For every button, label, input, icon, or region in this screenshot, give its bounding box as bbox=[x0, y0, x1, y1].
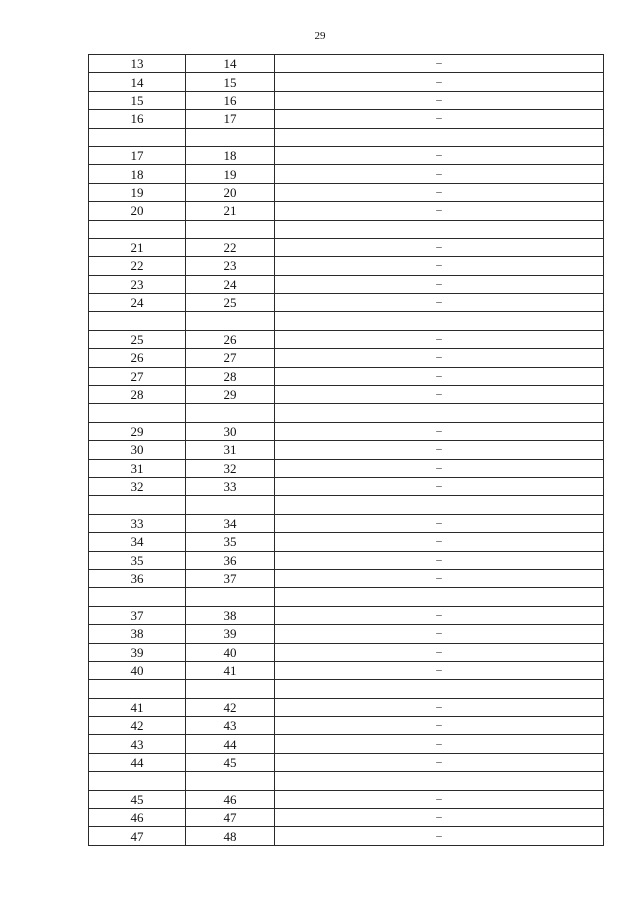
cell-col-1: 43 bbox=[89, 735, 186, 753]
table-row bbox=[89, 110, 604, 128]
cell-col-1: 44 bbox=[89, 753, 186, 771]
cell-col-1: 31 bbox=[89, 459, 186, 477]
cell-col-2: 39 bbox=[186, 625, 275, 643]
table-row bbox=[89, 183, 604, 201]
cell-col-1 bbox=[89, 588, 186, 606]
cell-col-1: 24 bbox=[89, 294, 186, 312]
cell-col-3: – bbox=[275, 73, 604, 91]
cell-col-1: 39 bbox=[89, 643, 186, 661]
cell-col-2: 46 bbox=[186, 790, 275, 808]
cell-col-2: 25 bbox=[186, 294, 275, 312]
cell-col-3: – bbox=[275, 238, 604, 256]
cell-col-2: 19 bbox=[186, 165, 275, 183]
cell-col-3: – bbox=[275, 790, 604, 808]
cell-col-3: – bbox=[275, 202, 604, 220]
table-row bbox=[89, 294, 604, 312]
cell-col-1: 20 bbox=[89, 202, 186, 220]
cell-col-3: – bbox=[275, 514, 604, 532]
cell-col-1: 33 bbox=[89, 514, 186, 532]
cell-col-3: – bbox=[275, 55, 604, 73]
table-row bbox=[89, 441, 604, 459]
cell-col-3: – bbox=[275, 349, 604, 367]
cell-col-1: 27 bbox=[89, 367, 186, 385]
table-row bbox=[89, 496, 604, 514]
cell-col-3 bbox=[275, 680, 604, 698]
cell-col-3: – bbox=[275, 275, 604, 293]
cell-col-2: 29 bbox=[186, 386, 275, 404]
table-row bbox=[89, 128, 604, 146]
cell-col-2 bbox=[186, 220, 275, 238]
cell-col-3: – bbox=[275, 294, 604, 312]
cell-col-2: 23 bbox=[186, 257, 275, 275]
table-row bbox=[89, 146, 604, 164]
table-row bbox=[89, 753, 604, 771]
table-body bbox=[89, 55, 604, 846]
cell-col-1: 35 bbox=[89, 551, 186, 569]
cell-col-3 bbox=[275, 312, 604, 330]
cell-col-3: – bbox=[275, 386, 604, 404]
cell-col-1: 37 bbox=[89, 606, 186, 624]
cell-col-1 bbox=[89, 772, 186, 790]
cell-col-3: – bbox=[275, 367, 604, 385]
page-number: 29 bbox=[314, 30, 326, 42]
cell-col-3: – bbox=[275, 551, 604, 569]
cell-col-2: 41 bbox=[186, 661, 275, 679]
cell-col-2: 30 bbox=[186, 422, 275, 440]
cell-col-1: 26 bbox=[89, 349, 186, 367]
cell-col-3: – bbox=[275, 698, 604, 716]
table-row bbox=[89, 717, 604, 735]
cell-col-1: 45 bbox=[89, 790, 186, 808]
cell-col-1: 21 bbox=[89, 238, 186, 256]
cell-col-2: 31 bbox=[186, 441, 275, 459]
table-row bbox=[89, 643, 604, 661]
cell-col-2: 48 bbox=[186, 827, 275, 845]
cell-col-3: – bbox=[275, 717, 604, 735]
cell-col-1 bbox=[89, 128, 186, 146]
cell-col-2: 28 bbox=[186, 367, 275, 385]
table-row bbox=[89, 367, 604, 385]
cell-col-2: 18 bbox=[186, 146, 275, 164]
cell-col-2: 24 bbox=[186, 275, 275, 293]
cell-col-3 bbox=[275, 404, 604, 422]
cell-col-1: 46 bbox=[89, 809, 186, 827]
cell-col-3: – bbox=[275, 146, 604, 164]
cell-col-2: 21 bbox=[186, 202, 275, 220]
cell-col-1: 34 bbox=[89, 533, 186, 551]
cell-col-2: 20 bbox=[186, 183, 275, 201]
table-row bbox=[89, 625, 604, 643]
cell-col-3: – bbox=[275, 643, 604, 661]
cell-col-1: 28 bbox=[89, 386, 186, 404]
cell-col-2: 42 bbox=[186, 698, 275, 716]
table-row bbox=[89, 73, 604, 91]
table-row bbox=[89, 386, 604, 404]
table-row bbox=[89, 772, 604, 790]
cell-col-1: 38 bbox=[89, 625, 186, 643]
table-row bbox=[89, 165, 604, 183]
cell-col-3: – bbox=[275, 735, 604, 753]
cell-col-1: 32 bbox=[89, 477, 186, 495]
table-row bbox=[89, 330, 604, 348]
cell-col-1: 18 bbox=[89, 165, 186, 183]
cell-col-2: 40 bbox=[186, 643, 275, 661]
table-row bbox=[89, 588, 604, 606]
cell-col-3: – bbox=[275, 606, 604, 624]
cell-col-1: 15 bbox=[89, 91, 186, 109]
cell-col-2: 37 bbox=[186, 569, 275, 587]
cell-col-3: – bbox=[275, 91, 604, 109]
cell-col-2: 35 bbox=[186, 533, 275, 551]
table-row bbox=[89, 735, 604, 753]
cell-col-1 bbox=[89, 496, 186, 514]
cell-col-3: – bbox=[275, 533, 604, 551]
table-row bbox=[89, 477, 604, 495]
cell-col-1: 14 bbox=[89, 73, 186, 91]
cell-col-1: 40 bbox=[89, 661, 186, 679]
table-row bbox=[89, 514, 604, 532]
cell-col-2: 17 bbox=[186, 110, 275, 128]
cell-col-1: 25 bbox=[89, 330, 186, 348]
cell-col-1 bbox=[89, 680, 186, 698]
cell-col-2 bbox=[186, 680, 275, 698]
cell-col-2: 44 bbox=[186, 735, 275, 753]
cell-col-3: – bbox=[275, 827, 604, 845]
cell-col-3: – bbox=[275, 441, 604, 459]
cell-col-2 bbox=[186, 496, 275, 514]
data-table bbox=[88, 54, 604, 846]
table-row bbox=[89, 349, 604, 367]
cell-col-3: – bbox=[275, 477, 604, 495]
table-row bbox=[89, 404, 604, 422]
table-row bbox=[89, 533, 604, 551]
cell-col-3 bbox=[275, 496, 604, 514]
table-row bbox=[89, 312, 604, 330]
cell-col-3: – bbox=[275, 257, 604, 275]
cell-col-2: 16 bbox=[186, 91, 275, 109]
cell-col-3 bbox=[275, 220, 604, 238]
table-row bbox=[89, 809, 604, 827]
cell-col-1: 36 bbox=[89, 569, 186, 587]
cell-col-3: – bbox=[275, 110, 604, 128]
cell-col-2: 32 bbox=[186, 459, 275, 477]
table-row bbox=[89, 790, 604, 808]
cell-col-1: 30 bbox=[89, 441, 186, 459]
cell-col-2: 33 bbox=[186, 477, 275, 495]
cell-col-1 bbox=[89, 220, 186, 238]
cell-col-2: 27 bbox=[186, 349, 275, 367]
cell-col-3 bbox=[275, 128, 604, 146]
cell-col-1: 23 bbox=[89, 275, 186, 293]
cell-col-1: 41 bbox=[89, 698, 186, 716]
cell-col-1 bbox=[89, 404, 186, 422]
cell-col-3: – bbox=[275, 661, 604, 679]
cell-col-3 bbox=[275, 588, 604, 606]
table-row bbox=[89, 680, 604, 698]
cell-col-2: 14 bbox=[186, 55, 275, 73]
table-row bbox=[89, 459, 604, 477]
cell-col-2 bbox=[186, 312, 275, 330]
table-row bbox=[89, 275, 604, 293]
cell-col-2: 36 bbox=[186, 551, 275, 569]
cell-col-3: – bbox=[275, 330, 604, 348]
table-row bbox=[89, 257, 604, 275]
cell-col-1: 47 bbox=[89, 827, 186, 845]
table-row bbox=[89, 220, 604, 238]
cell-col-3: – bbox=[275, 753, 604, 771]
table-row bbox=[89, 238, 604, 256]
cell-col-2 bbox=[186, 404, 275, 422]
cell-col-2 bbox=[186, 128, 275, 146]
cell-col-2 bbox=[186, 772, 275, 790]
cell-col-2: 38 bbox=[186, 606, 275, 624]
cell-col-2: 47 bbox=[186, 809, 275, 827]
cell-col-3: – bbox=[275, 809, 604, 827]
cell-col-2 bbox=[186, 588, 275, 606]
cell-col-3 bbox=[275, 772, 604, 790]
cell-col-1: 29 bbox=[89, 422, 186, 440]
cell-col-1: 17 bbox=[89, 146, 186, 164]
table-row bbox=[89, 606, 604, 624]
cell-col-1: 42 bbox=[89, 717, 186, 735]
cell-col-2: 34 bbox=[186, 514, 275, 532]
cell-col-1: 13 bbox=[89, 55, 186, 73]
table-row bbox=[89, 698, 604, 716]
cell-col-2: 45 bbox=[186, 753, 275, 771]
cell-col-2: 43 bbox=[186, 717, 275, 735]
cell-col-3: – bbox=[275, 422, 604, 440]
cell-col-1: 22 bbox=[89, 257, 186, 275]
cell-col-2: 26 bbox=[186, 330, 275, 348]
cell-col-2: 15 bbox=[186, 73, 275, 91]
table-row bbox=[89, 569, 604, 587]
cell-col-1: 19 bbox=[89, 183, 186, 201]
table-row bbox=[89, 661, 604, 679]
cell-col-3: – bbox=[275, 569, 604, 587]
cell-col-1 bbox=[89, 312, 186, 330]
cell-col-2: 22 bbox=[186, 238, 275, 256]
cell-col-1: 16 bbox=[89, 110, 186, 128]
cell-col-3: – bbox=[275, 183, 604, 201]
table-row bbox=[89, 202, 604, 220]
table-row bbox=[89, 55, 604, 73]
cell-col-3: – bbox=[275, 625, 604, 643]
table-row bbox=[89, 422, 604, 440]
cell-col-3: – bbox=[275, 459, 604, 477]
table-row bbox=[89, 91, 604, 109]
table-row bbox=[89, 551, 604, 569]
table-row bbox=[89, 827, 604, 845]
cell-col-3: – bbox=[275, 165, 604, 183]
